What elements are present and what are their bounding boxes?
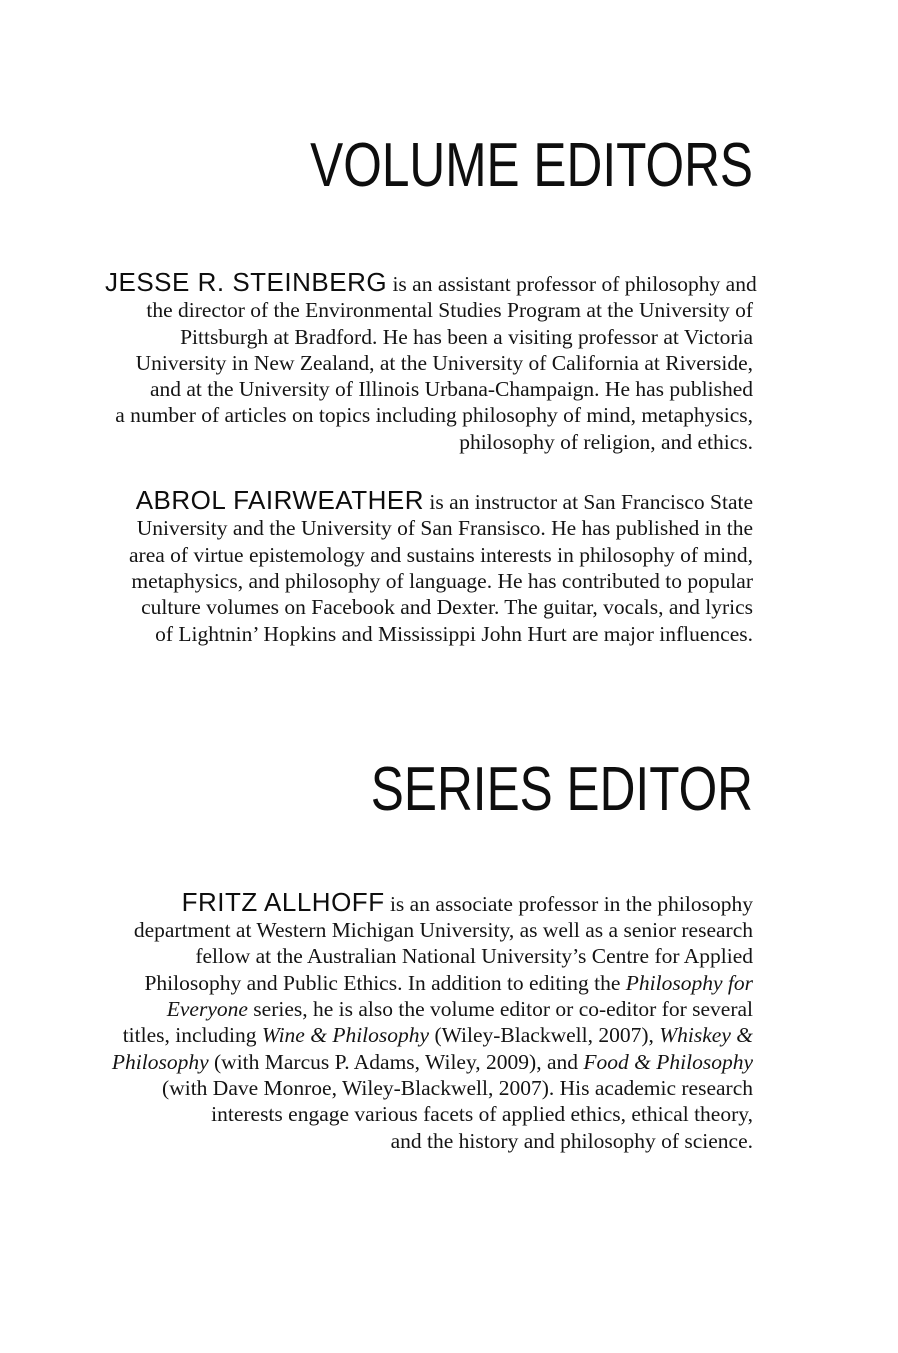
bio-line: [105, 621, 753, 647]
bio-line: [105, 1022, 753, 1048]
bio-text: fellow at the Australian National University’s Centre for Applied: [195, 944, 753, 969]
editor-name: ABROL FAIRWEATHER: [135, 485, 424, 516]
bio-text: (with Dave Monroe, Wiley-Blackwell, 2007). His academic research: [162, 1075, 753, 1100]
bio-text: Pittsburgh at Bradford. He has been a visiting professor at Victoria: [180, 324, 753, 349]
bio-line: [105, 970, 753, 996]
bio-text: titles, including: [122, 1023, 262, 1048]
section-series-editor: [105, 754, 753, 1154]
editor-name: FRITZ ALLHOFF: [181, 886, 385, 917]
bio-text: (with Marcus P. Adams, Wiley, 2009), and: [208, 1049, 584, 1074]
bio-line: [105, 568, 753, 594]
bio-text: is an associate professor in the philosophy: [384, 891, 753, 916]
bio-text: and the history and philosophy of science.: [390, 1128, 753, 1153]
bio-text: culture volumes on Facebook and Dexter. The guitar, vocals, and lyrics: [141, 595, 753, 620]
bio-text: the director of the Environmental Studies Program at the University of: [146, 298, 753, 323]
bio-line: [105, 429, 753, 455]
bio-text: University and the University of San Fransisco. He has published in the: [136, 516, 753, 541]
bio-line: [105, 886, 753, 917]
bio-line: [105, 943, 753, 969]
bio-text: is an assistant professor of philosophy and: [387, 272, 757, 296]
book-title: Philosophy: [111, 1049, 209, 1074]
bio-line: [105, 996, 753, 1022]
bio-line: [105, 1049, 753, 1075]
bio-line: [105, 324, 753, 350]
bio-text: metaphysics, and philosophy of language. He has contributed to popular: [131, 568, 753, 593]
bio-line: [105, 594, 753, 620]
bio-line: [105, 542, 753, 568]
bio-text: Philosophy and Public Ethics. In addition to editing the: [144, 970, 626, 995]
bio-text: a number of articles on topics including philosophy of mind, metaphysics,: [115, 403, 753, 428]
bio-text: of Lightnin’ Hopkins and Mississippi John Hurt are major influences.: [155, 621, 753, 646]
bio-line: [105, 1128, 753, 1154]
bio-line: [105, 267, 757, 297]
bio-paragraph: [105, 267, 757, 455]
bio-line: [105, 917, 753, 943]
bio-text: department at Western Michigan University, as well as a senior research: [133, 918, 753, 943]
bio-text: philosophy of religion, and ethics.: [459, 429, 753, 454]
bio-text: (Wiley-Blackwell, 2007),: [429, 1023, 660, 1048]
bio-text: interests engage various facets of applied ethics, ethical theory,: [211, 1102, 753, 1127]
book-title: Wine & Philosophy: [261, 1023, 430, 1048]
book-title: Whiskey &: [659, 1023, 753, 1048]
series-editor-bios: [105, 886, 753, 1154]
bio-line: [105, 1101, 753, 1127]
bio-text: is an instructor at San Francisco State: [424, 490, 753, 515]
bio-text: University in New Zealand, at the University of California at Riverside,: [135, 350, 753, 375]
bio-paragraph: [105, 886, 753, 1154]
bio-line: [105, 350, 753, 376]
series-editor-heading: SERIES EDITOR: [370, 754, 753, 824]
bio-text: series, he is also the volume editor or co-editor for several: [247, 997, 753, 1022]
book-title: Philosophy for: [625, 970, 753, 995]
page-content: [105, 131, 757, 1154]
editor-name: JESSE R. STEINBERG: [105, 267, 388, 297]
bio-line: [105, 515, 753, 541]
bio-text: area of virtue epistemology and sustains interests in philosophy of mind,: [129, 542, 753, 567]
bio-paragraph: [105, 487, 753, 647]
book-title: Everyone: [166, 997, 248, 1022]
bio-line: [105, 297, 753, 323]
volume-editors-heading: VOLUME EDITORS: [310, 131, 753, 200]
book-title: Food & Philosophy: [583, 1049, 753, 1074]
bio-text: and at the University of Illinois Urbana-Champaign. He has published: [149, 377, 753, 402]
bio-line: [105, 487, 753, 515]
bio-line: [105, 402, 753, 428]
bio-line: [105, 1075, 753, 1101]
volume-editors-bios: [105, 267, 757, 647]
section-volume-editors: [105, 131, 757, 647]
bio-line: [105, 376, 753, 402]
